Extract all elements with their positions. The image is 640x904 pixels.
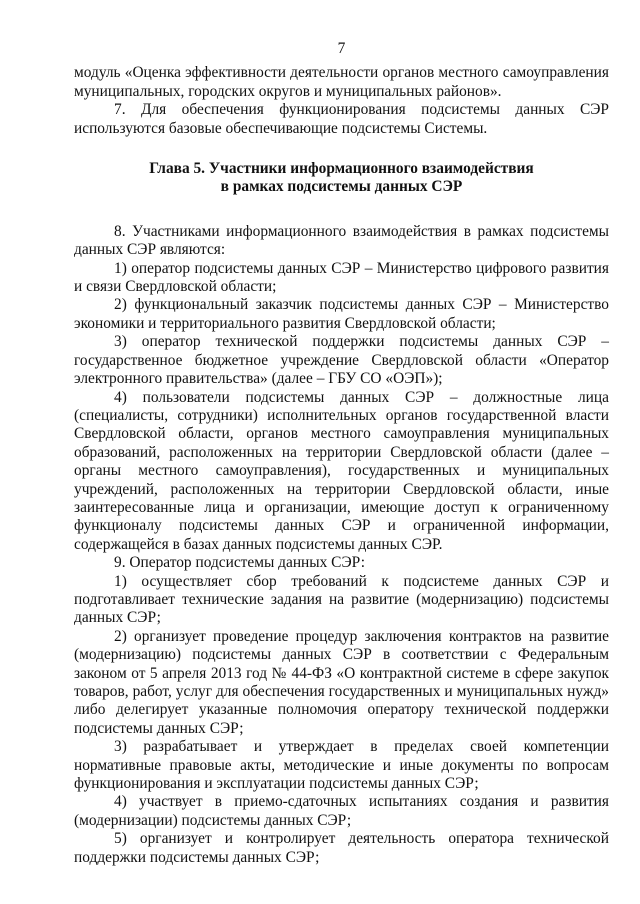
paragraph: модуль «Оценка эффективности деятельности органов местного самоуправления муниципальных, городских округов и муниципальных районов». xyxy=(74,64,609,100)
paragraph: 1) оператор подсистемы данных СЭР – Министерство цифрового развития и связи Свердловской области; xyxy=(74,259,609,296)
paragraph: 3) оператор технической поддержки подсистемы данных СЭР – государственное бюджетное учреждение Свердловской области «Оператор электронного правительства» (далее – ГБУ СО «ОЭП»); xyxy=(74,333,609,388)
paragraph: 9. Оператор подсистемы данных СЭР: xyxy=(114,554,366,572)
chapter-heading-line: Глава 5. Участники информационного взаимодействия xyxy=(149,160,534,178)
chapter-heading-line: в рамках подсистемы данных СЭР xyxy=(220,178,463,196)
paragraph: 2) организует проведение процедур заключения контрактов на развитие (модернизацию) подсистемы данных СЭР в соответствии с Федеральным законом от 5 апреля 2013 год № 44-ФЗ «О контрактной системе в сфере закупок товаров, работ, услуг для обеспечения государственных и муниципальных нужд» либо делегирует указанные полномочия оператору технической поддержки подсистемы данных СЭР; xyxy=(74,627,609,737)
paragraph: 7. Для обеспечения функционирования подсистемы данных СЭР используются базовые обеспечивающие подсистемы Системы. xyxy=(74,101,609,137)
paragraph: 5) организует и контролирует деятельность оператора технической поддержки подсистемы данных СЭР; xyxy=(74,830,609,866)
paragraph: 4) пользователи подсистемы данных СЭР – должностные лица (специалисты, сотрудники) исполнительных органов государственной власти Свердловской области, органов местного самоуправления муниципальных образований, расположенных на территории Свердловской области (далее – органы местного самоуправления), государственных и муниципальных учреждений, расположенных на территории Свердловской области, иные заинтересованные лица и организации, имеющие доступ к ограниченному функционалу подсистемы данных СЭР и ограниченной информации, содержащейся в базах данных подсистемы данных СЭР. xyxy=(74,388,609,553)
paragraph: 1) осуществляет сбор требований к подсистеме данных СЭР и подготавливает технические задания на развитие (модернизацию) подсистемы данных СЭР; xyxy=(74,572,609,627)
paragraph: 3) разрабатывает и утверждает в пределах своей компетенции нормативные правовые акты, методические и иные документы по вопросам функционирования и эксплуатации подсистемы данных СЭР; xyxy=(74,738,609,793)
paragraph: 2) функциональный заказчик подсистемы данных СЭР – Министерство экономики и территориального развития Свердловской области; xyxy=(74,296,609,332)
chapter-heading xyxy=(74,160,609,197)
page-number: 7 xyxy=(337,40,346,57)
paragraph: 8. Участниками информационного взаимодействия в рамках подсистемы данных СЭР являются: xyxy=(74,222,609,259)
document-page xyxy=(74,40,609,867)
paragraph: 4) участвует в приемо-сдаточных испытаниях создания и развития (модернизации) подсистемы данных СЭР; xyxy=(74,793,609,829)
